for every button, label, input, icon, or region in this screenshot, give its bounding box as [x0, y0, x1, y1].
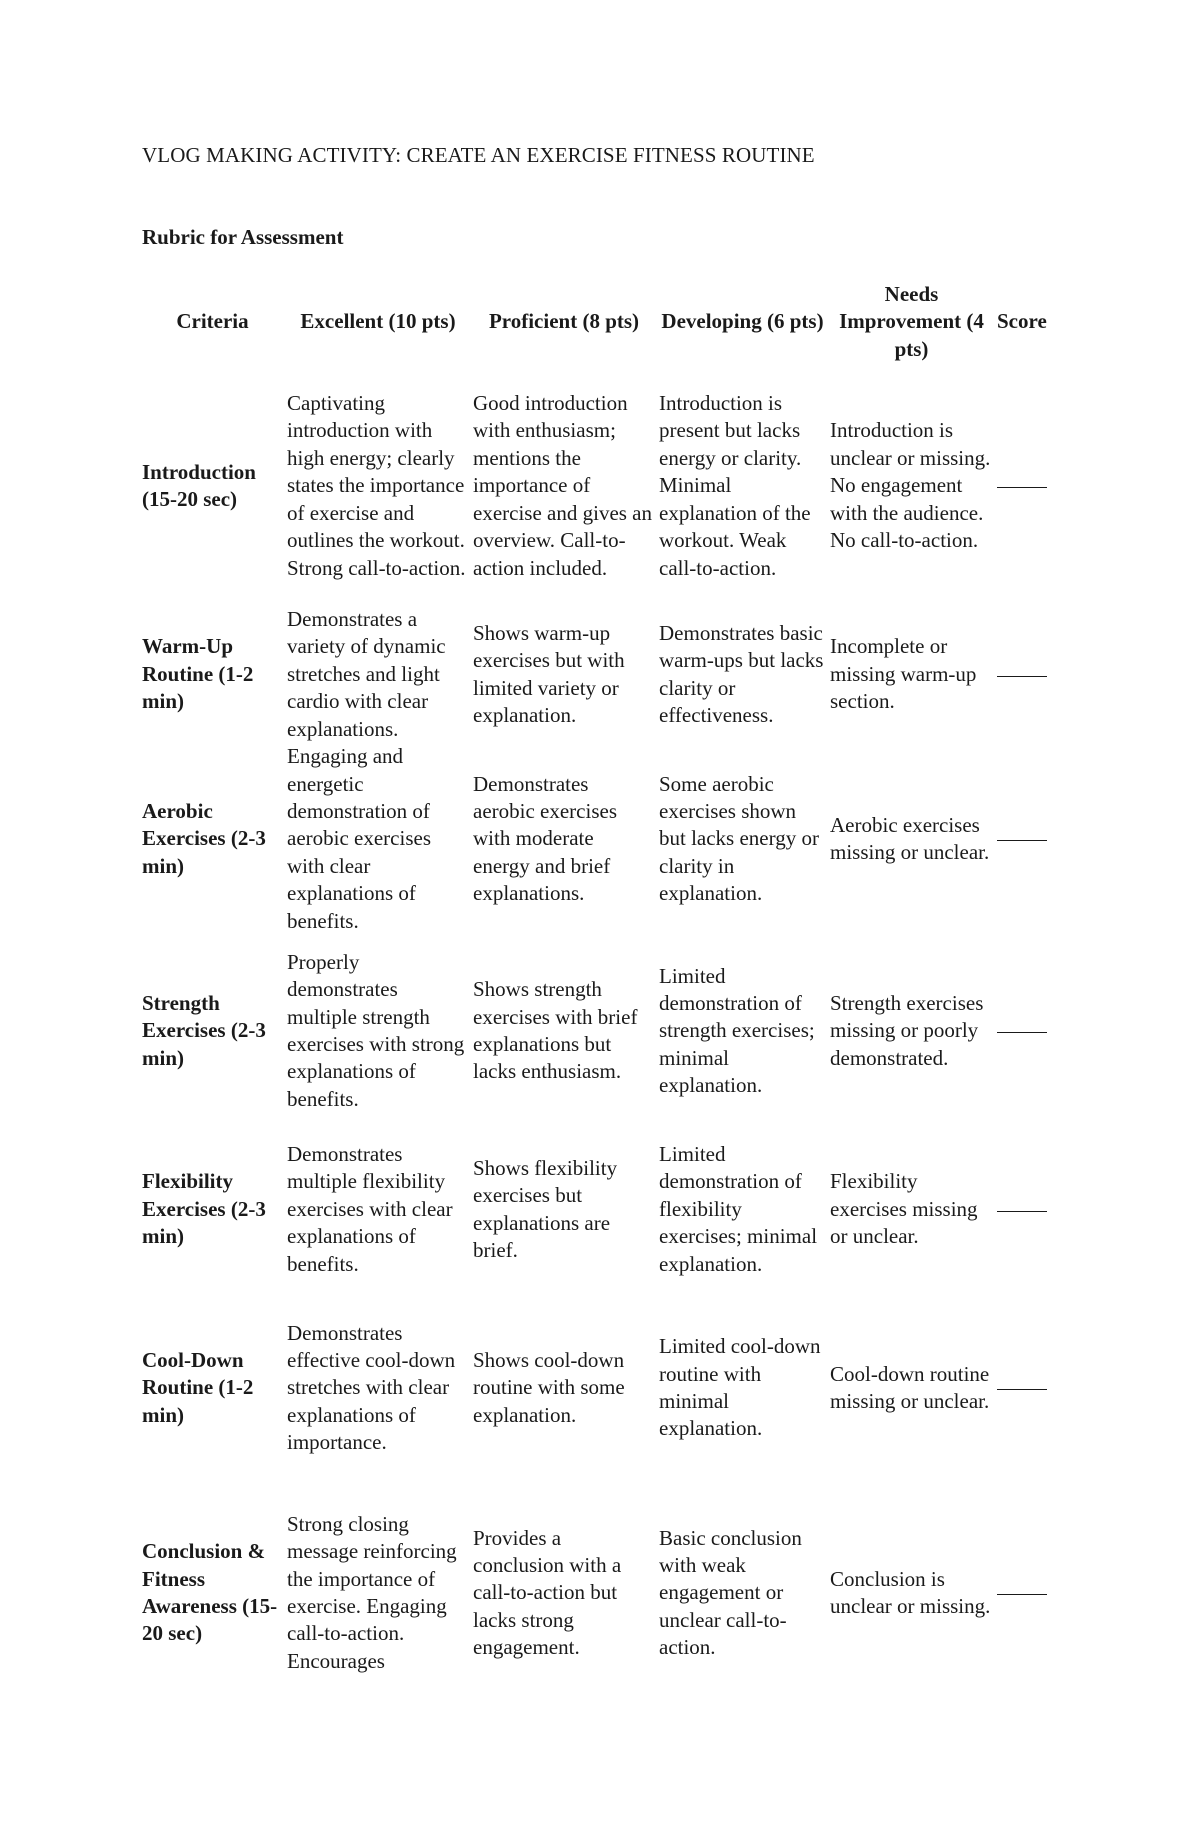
developing-cell: Limited cool-down routine with minimal explanation. — [659, 1334, 821, 1441]
score-blank-line[interactable] — [997, 1211, 1047, 1212]
excellent-cell: Properly demonstrates multiple strength exercises with strong explanations of benefits. — [287, 949, 465, 1111]
table-row — [140, 366, 1053, 606]
rubric-table — [140, 278, 1053, 1702]
developing-cell: Limited demonstration of strength exercises; minimal explanation. — [659, 963, 815, 1098]
score-cell — [995, 1484, 1053, 1702]
proficient-cell: Provides a conclusion with a call-to-action but lacks strong engagement. — [473, 1525, 622, 1660]
score-blank-line[interactable] — [997, 1389, 1047, 1390]
proficient-cell: Shows strength exercises with brief explanations but lacks enthusiasm. — [473, 977, 638, 1084]
score-cell — [995, 1127, 1053, 1292]
developing-cell: Some aerobic exercises shown but lacks energy or clarity in explanation. — [659, 771, 819, 906]
score-blank-line[interactable] — [997, 840, 1047, 841]
score-blank-line[interactable] — [997, 1032, 1047, 1033]
header-developing: Developing (6 pts) — [661, 309, 824, 334]
needs-improvement-cell: Cool-down routine missing or unclear. — [830, 1361, 990, 1414]
proficient-cell: Shows warm-up exercises but with limited variety or explanation. — [473, 620, 625, 727]
needs-improvement-cell: Flexibility exercises missing or unclear. — [830, 1169, 978, 1249]
table-header-row — [140, 278, 1053, 366]
score-cell — [995, 935, 1053, 1127]
proficient-cell: Shows cool-down routine with some explanation. — [473, 1347, 625, 1427]
header-criteria: Criteria — [176, 309, 249, 334]
header-score: Score — [997, 309, 1047, 334]
excellent-cell: Demonstrates multiple flexibility exercises with clear explanations of benefits. — [287, 1142, 453, 1276]
excellent-cell: Captivating introduction with high energy; clearly states the importance of exercise and outlines the workout. Strong call-to-action. — [287, 391, 466, 580]
document-title: VLOG MAKING ACTIVITY: CREATE AN EXERCISE FITNESS ROUTINE — [142, 143, 815, 167]
table-row — [140, 1484, 1053, 1702]
table-row — [140, 1127, 1053, 1292]
table-row — [140, 743, 1053, 935]
proficient-cell: Good introduction with enthusiasm; mentions the importance of exercise and gives an overview. Call-to-action included. — [473, 391, 653, 580]
score-blank-line[interactable] — [997, 487, 1047, 488]
developing-cell: Limited demonstration of flexibility exercises; minimal explanation. — [659, 1142, 818, 1276]
criteria-cell: Aerobic Exercises (2-3 min) — [142, 798, 266, 878]
excellent-cell: Demonstrates a variety of dynamic stretches and light cardio with clear explanations. — [287, 607, 446, 741]
header-needs-improvement: Needs Improvement (4 pts) — [839, 281, 984, 361]
needs-improvement-cell: Aerobic exercises missing or unclear. — [830, 812, 990, 865]
criteria-cell: Flexibility Exercises (2-3 min) — [142, 1169, 266, 1249]
excellent-cell: Engaging and energetic demonstration of aerobic exercises with clear explanations of benefits. — [287, 744, 431, 933]
needs-improvement-cell: Introduction is unclear or missing. No engagement with the audience. No call-to-action. — [830, 418, 991, 553]
developing-cell: Basic conclusion with weak engagement or unclear call-to-action. — [659, 1525, 802, 1660]
score-cell — [995, 606, 1053, 743]
criteria-cell: Strength Exercises (2-3 min) — [142, 990, 266, 1070]
excellent-cell: Demonstrates effective cool-down stretches with clear explanations of importance. — [287, 1320, 456, 1455]
proficient-cell: Shows flexibility exercises but explanations are brief. — [473, 1155, 618, 1262]
table-row — [140, 1292, 1053, 1484]
score-blank-line[interactable] — [997, 676, 1047, 677]
excellent-cell: Strong closing message reinforcing the importance of exercise. Engaging call-to-action. Encourages — [287, 1511, 457, 1673]
developing-cell: Introduction is present but lacks energy or clarity. Minimal explanation of the workout. Weak call-to-action. — [659, 391, 811, 580]
criteria-cell: Warm-Up Routine (1-2 min) — [142, 634, 254, 714]
header-proficient: Proficient (8 pts) — [488, 309, 640, 334]
developing-cell: Demonstrates basic warm-ups but lacks clarity or effectiveness. — [659, 620, 824, 727]
header-excellent: Excellent (10 pts) — [300, 309, 456, 334]
document-subtitle: Rubric for Assessment — [142, 225, 344, 249]
needs-improvement-cell: Incomplete or missing warm-up section. — [830, 634, 977, 714]
score-cell — [995, 366, 1053, 606]
needs-improvement-cell: Conclusion is unclear or missing. — [830, 1566, 991, 1619]
score-cell — [995, 743, 1053, 935]
criteria-cell: Introduction (15-20 sec) — [142, 459, 256, 511]
score-cell — [995, 1292, 1053, 1484]
criteria-cell: Conclusion & Fitness Awareness (15-20 sec) — [142, 1539, 278, 1646]
table-row — [140, 606, 1053, 743]
proficient-cell: Demonstrates aerobic exercises with moderate energy and brief explanations. — [473, 771, 617, 906]
score-blank-line[interactable] — [997, 1594, 1047, 1595]
criteria-cell: Cool-Down Routine (1-2 min) — [142, 1347, 254, 1427]
needs-improvement-cell: Strength exercises missing or poorly demonstrated. — [830, 990, 984, 1070]
table-row — [140, 935, 1053, 1127]
